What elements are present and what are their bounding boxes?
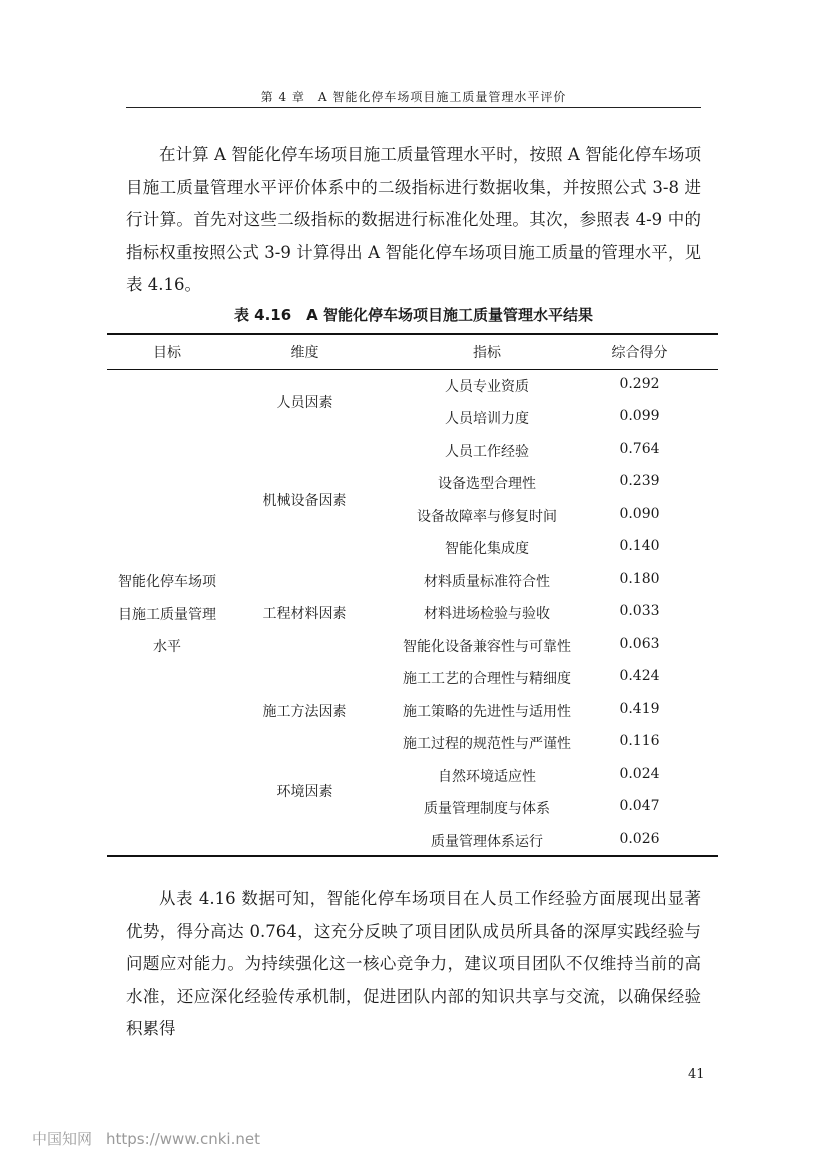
indicator-cell: 设备故障率与修复时间 (417, 509, 557, 525)
running-header: 第 4 章 A 智能化停车场项目施工质量管理水平评价 (260, 90, 567, 104)
indicator-cell: 自然环境适应性 (438, 769, 536, 785)
header-target: 目标 (153, 345, 181, 361)
target-cell (107, 566, 227, 664)
score-cell: 0.026 (619, 831, 660, 847)
header-dimension: 维度 (290, 345, 319, 361)
score-cell: 0.419 (619, 701, 660, 717)
table-top-rule (107, 333, 718, 335)
cnki-watermark (32, 1128, 260, 1149)
header-rule (126, 107, 701, 108)
indicator-cell: 材料进场检验与验收 (424, 606, 550, 622)
dimension-cell: 工程材料因素 (262, 606, 347, 622)
target-line: 水平 (153, 639, 181, 655)
indicator-cell: 人员工作经验 (445, 444, 529, 460)
body-paragraph-1: 在计算 A 智能化停车场项目施工质量管理水平时，按照 A 智能化停车场项目施工质量管理水平评价体系中的二级指标进行数据收集，并按照公式 3-8 进行计算。首先对这些二级指标的数据进行标准化处理。其次，参照表 4-9 中的指标权重按照公式 3-9 计算得出 A 智能化停车场项目施工质量的管理水平，见表 4.16。 (126, 145, 701, 294)
dimension-cell: 施工方法因素 (262, 704, 347, 720)
table-bottom-rule (107, 855, 718, 857)
dimension-cell: 人员因素 (276, 395, 333, 411)
target-line: 目施工质量管理 (118, 606, 216, 623)
indicator-cell: 施工工艺的合理性与精细度 (403, 671, 571, 687)
body-paragraph-2: 从表 4.16 数据可知，智能化停车场项目在人员工作经验方面展现出显著优势，得分高达 0.764，这充分反映了项目团队成员所具备的深厚实践经验与问题应对能力。为持续强化这一核心竞争力，建议项目团队不仅维持当前的高水准，还应深化经验传承机制，促进团队内部的知识共享与交流，以确保经验积累得 (126, 889, 701, 1038)
indicator-cell: 施工策略的先进性与适用性 (403, 704, 571, 720)
header-indicator: 指标 (473, 345, 501, 361)
indicator-cell: 设备选型合理性 (438, 476, 536, 492)
indicator-cell: 材料质量标准符合性 (424, 574, 550, 590)
indicator-cell: 质量管理体系运行 (431, 834, 543, 850)
score-cell: 0.063 (619, 636, 660, 652)
table-caption: 表 4.16 A 智能化停车场项目施工质量管理水平结果 (233, 306, 594, 324)
table-header-rule (107, 369, 718, 370)
indicator-cell: 智能化集成度 (445, 541, 529, 557)
score-cell: 0.033 (619, 603, 660, 619)
indicator-cell: 人员专业资质 (445, 379, 529, 395)
score-cell: 0.116 (619, 733, 660, 749)
score-cell: 0.764 (619, 441, 660, 457)
score-cell: 0.140 (619, 538, 660, 554)
indicator-cell: 智能化设备兼容性与可靠性 (403, 639, 571, 655)
score-cell: 0.090 (619, 506, 660, 522)
score-cell: 0.024 (619, 766, 660, 782)
page-number: 41 (688, 1067, 705, 1082)
target-line: 智能化停车场项 (118, 574, 216, 590)
dimension-cell: 机械设备因素 (262, 493, 347, 509)
indicator-cell: 人员培训力度 (445, 411, 529, 427)
score-cell: 0.099 (619, 408, 660, 424)
indicator-cell: 质量管理制度与体系 (424, 801, 550, 817)
score-cell: 0.239 (619, 473, 660, 489)
header-score: 综合得分 (611, 345, 668, 361)
score-cell: 0.292 (619, 376, 660, 392)
score-cell: 0.424 (619, 668, 660, 684)
watermark-url: https://www.cnki.net (106, 1130, 260, 1148)
dimension-cell: 环境因素 (276, 784, 333, 800)
watermark-brand: 中国知网 (32, 1130, 93, 1148)
score-cell: 0.180 (619, 571, 660, 587)
indicator-cell: 施工过程的规范性与严谨性 (403, 736, 571, 752)
score-cell: 0.047 (619, 798, 660, 814)
